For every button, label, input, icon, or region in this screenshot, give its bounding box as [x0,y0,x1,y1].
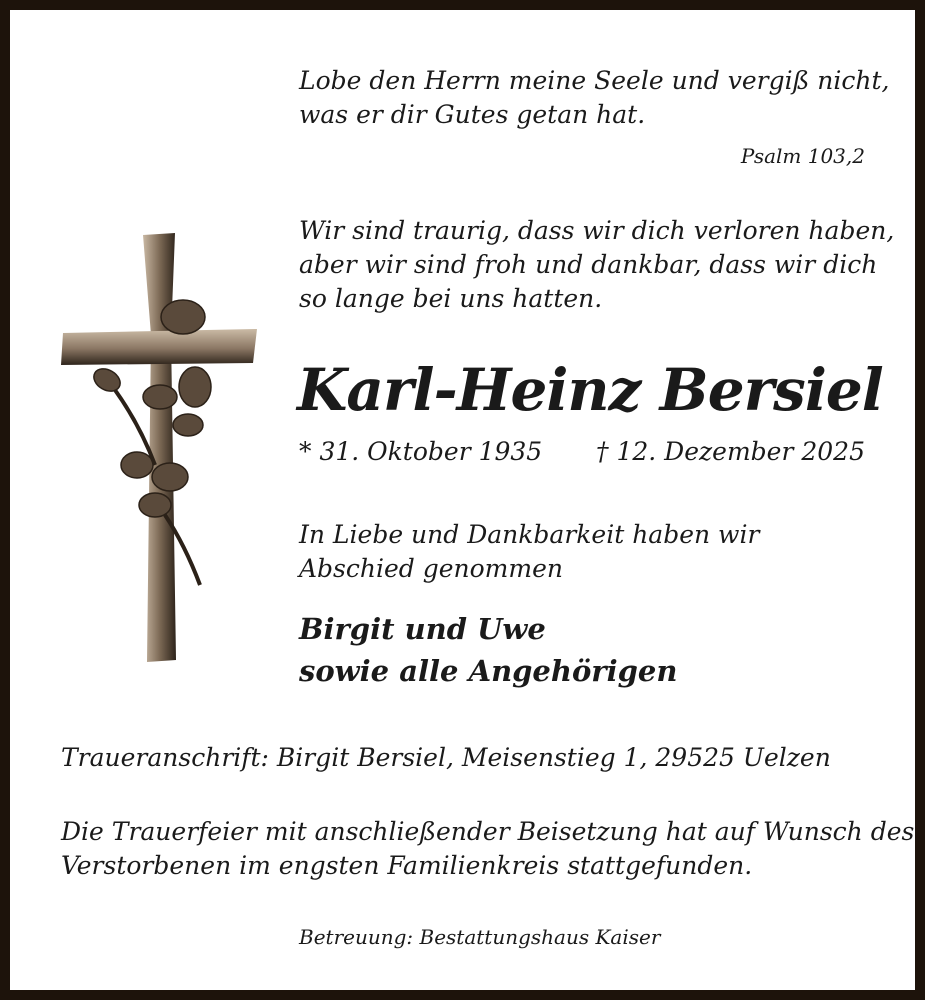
verse-text [299,64,889,132]
deceased-name: Karl-Heinz Bersiel [297,356,883,424]
mourner-line: Birgit und Uwe [299,612,546,646]
farewell-text [299,518,759,586]
verse-line: was er dir Gutes getan hat. [299,100,646,129]
verse-line: Lobe den Herrn meine Seele und vergiß nicht, [299,66,890,95]
mourning-address: Traueranschrift: Birgit Bersiel, Meisenstieg 1, 29525 Uelzen [61,743,831,772]
sentiment-line: Wir sind traurig, dass wir dich verloren haben, [299,216,895,245]
farewell-line: Abschied genommen [299,554,563,583]
funeral-home-credit: Betreuung: Bestattungshaus Kaiser [299,925,661,949]
cross-with-rose-image [55,225,265,670]
ceremony-line: Verstorbenen im engsten Familienkreis stattgefunden. [61,851,753,880]
ceremony-line: Die Trauerfeier mit anschließender Beisetzung hat auf Wunsch des [61,817,915,846]
sentiment-line: so lange bei uns hatten. [299,284,603,313]
farewell-line: In Liebe und Dankbarkeit haben wir [299,520,760,549]
sentiment-text [299,214,894,316]
death-date: † 12. Dezember 2025 [596,437,865,466]
ceremony-text [61,815,914,883]
mourners [299,608,677,692]
birth-date: * 31. Oktober 1935 [299,437,543,466]
mourner-line: sowie alle Angehörigen [299,654,678,688]
sentiment-line: aber wir sind froh und dankbar, dass wir dich [299,250,878,279]
verse-source: Psalm 103,2 [740,144,865,168]
